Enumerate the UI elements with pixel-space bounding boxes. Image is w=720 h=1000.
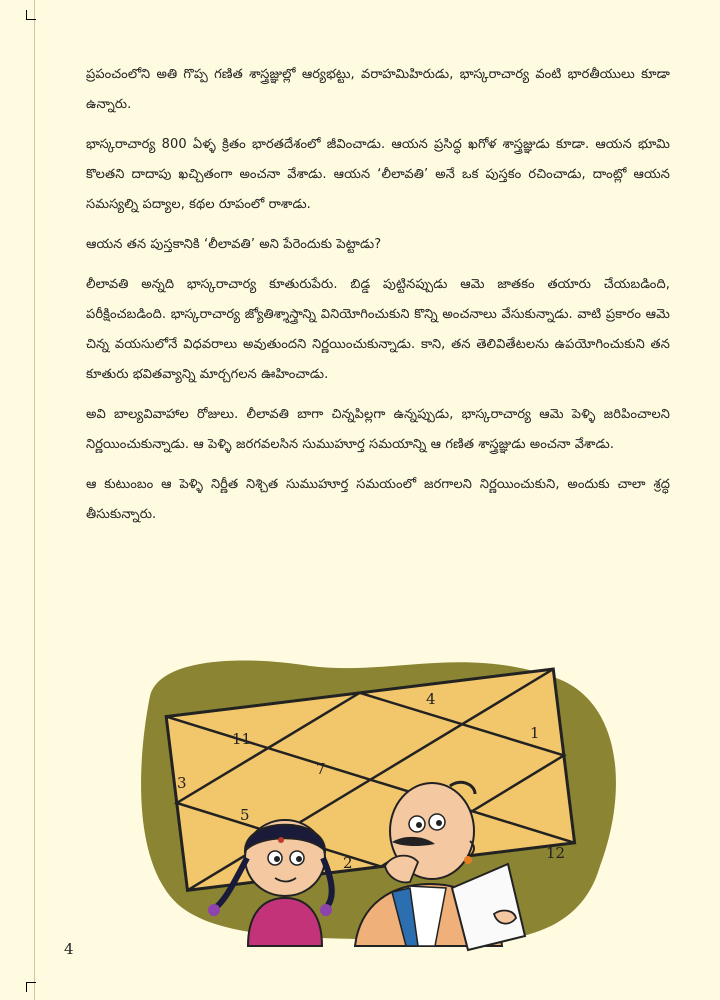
paragraph: ఆ కుటుంబం ఆ పెళ్ళి నిర్ణీత నిశ్చిత సుముహూర్త సమయంలో జరగాలని నిర్ణయించుకుని, అందుకు చాలా శ్రద్ధ తీసుకున్నారు. [86,477,670,522]
page-number: 4 [64,940,74,958]
paragraph: ఆయన తన పుస్తకానికి ‘లీలావతి’ అని పేరెందుకు పెట్టాడు? [86,237,382,252]
paragraph: ప్రపంచంలోని అతి గొప్ప గణిత శాస్త్రజ్ఞుల్లో ఆర్యభట్టు, వరాహమిహిరుడు, భాస్కరాచార్య వంటి భారతీయులు కూడా ఉన్నారు. [86,67,670,112]
crop-mark-bottom-left-h [26,982,36,983]
house-number: 2 [343,854,353,872]
house-number: 11 [232,730,252,748]
paragraph: లీలావతి అన్నది భాస్కరాచార్య కూతురుపేరు. బిడ్డ పుట్టినప్పుడు ఆమె జాతకం తయారు చేయబడింది, పరీక్షించబడింది. భాస్కరాచార్య జ్యోతిశ్శాస్త్రాన్ని వినియోగించుకుని కొన్ని అంచనాలు వేసుకున్నాడు. వాటి ప్రకారం ఆమె చిన్న వయసులోనే విధవరాలు అవుతుందని నిర్ణయించుకున్నాడు. కాని, తన తెలివితేటలను ఉపయోగించుకుని తన కూతురు భవితవ్యాన్ని మార్చగలన ఊహించాడు. [86,277,670,382]
paragraph: భాస్కరాచార్య 800 ఏళ్ళ క్రితం భారతదేశంలో జీవించాడు. ఆయన ప్రసిద్ధ ఖగోళ శాస్త్రజ్ఞుడు కూడా. ఆయన భూమి కొలతని దాదాపు ఖచ్చితంగా అంచనా వేశాడు. ఆయన ‘లీలావతి’ అనే ఒక పుస్తకం రచించాడు, దాంట్లో ఆయన సమస్యల్ని పద్యాల, కథల రూపంలో రాశాడు. [86,137,670,212]
crop-mark-top-left-h [26,19,36,20]
house-number: 5 [240,806,250,824]
house-number: 1 [530,724,540,742]
page-left-border [34,0,35,1000]
crop-mark-bottom-left [26,982,27,992]
house-number: 7 [316,760,326,778]
house-number: 3 [177,774,187,792]
body-text [86,60,670,540]
house-number: 4 [426,690,436,708]
house-number: 12 [546,844,566,862]
horoscope-illustration [130,636,630,956]
paragraph: అవి బాల్యవివాహాల రోజులు. లీలావతి బాగా చిన్నపిల్లగా ఉన్నప్పుడు, భాస్కరాచార్య ఆమె పెళ్ళి జరిపించాలని నిర్ణయించుకున్నాడు. ఆ పెళ్ళి జరగవలసిన సుముహూర్త సమయాన్ని ఆ గణిత శాస్త్రజ్ఞుడు అంచనా వేశాడు. [86,407,670,452]
